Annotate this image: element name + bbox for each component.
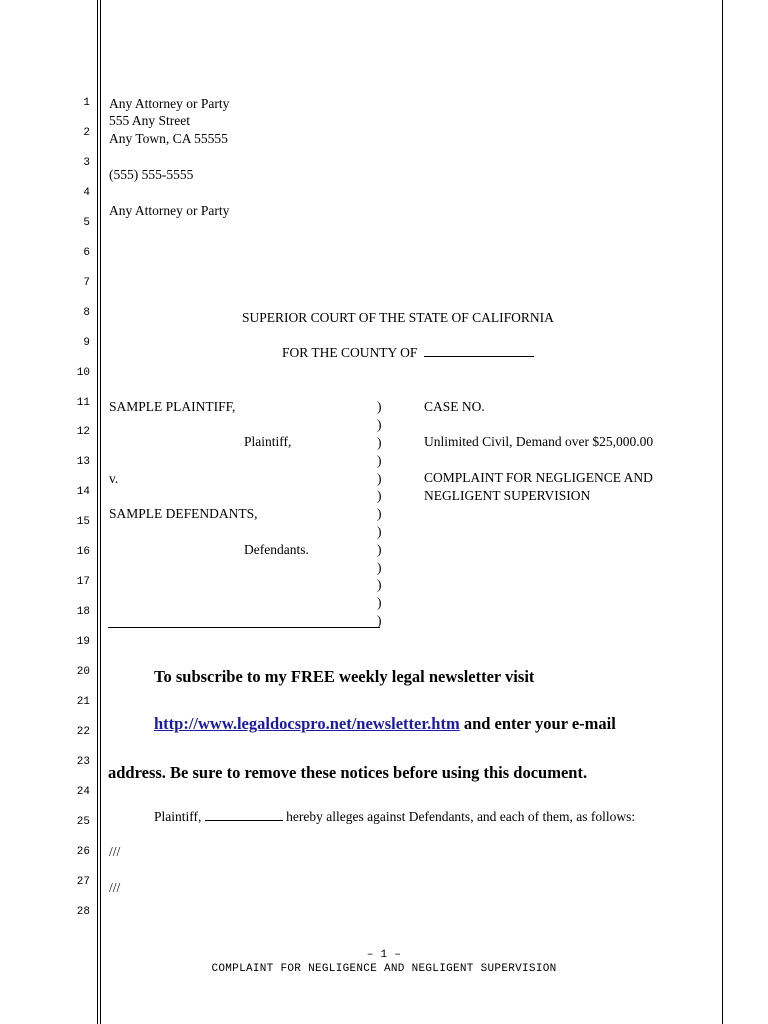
county-blank [424, 344, 534, 357]
line-number: 9 [83, 336, 90, 349]
case-number-label: CASE NO. [424, 399, 485, 414]
line-number: 5 [83, 216, 90, 229]
notice-line2 [154, 714, 616, 734]
line-number: 26 [76, 845, 90, 858]
line-number: 20 [76, 666, 90, 679]
allegation-suffix: hereby alleges against Defendants, and each of them, as follows: [286, 809, 636, 824]
case-title-line1: COMPLAINT FOR NEGLIGENCE AND [424, 470, 653, 485]
caption-paren: ) [377, 471, 382, 486]
attorney-name: Any Attorney or Party [109, 96, 230, 111]
line-number: 6 [83, 246, 90, 259]
continuation-slashes-1: /// [109, 844, 121, 859]
defendants-role: Defendants. [244, 542, 309, 557]
caption-paren: ) [377, 577, 382, 592]
line-number: 1 [83, 97, 90, 109]
continuation-slashes-2: /// [109, 880, 121, 895]
attorney-phone: (555) 555-5555 [109, 167, 194, 182]
line-number: 11 [76, 396, 90, 409]
line-number: 17 [76, 576, 90, 589]
plaintiff-name: SAMPLE PLAINTIFF, [109, 399, 236, 414]
line-number: 10 [76, 366, 90, 379]
line-number: 27 [76, 875, 90, 888]
caption-paren: ) [377, 453, 382, 468]
versus: v. [109, 471, 119, 486]
line-number: 21 [76, 696, 90, 708]
attorney-city: Any Town, CA 55555 [109, 131, 228, 146]
case-classification: Unlimited Civil, Demand over $25,000.00 [424, 434, 654, 449]
caption-paren: ) [377, 399, 382, 414]
footer-rule-left [97, 1000, 98, 1024]
line-number: 4 [83, 186, 90, 199]
line-number: 2 [83, 126, 90, 139]
line-number: 16 [76, 546, 90, 559]
right-margin-rule [722, 0, 723, 1024]
caption-paren: ) [377, 542, 382, 557]
caption-paren: ) [377, 506, 382, 521]
case-title-line2: NEGLIGENT SUPERVISION [424, 488, 591, 503]
line-number: 7 [83, 276, 90, 289]
allegation-prefix: Plaintiff, [154, 809, 202, 824]
plaintiff-role: Plaintiff, [244, 434, 292, 449]
line-number: 25 [76, 815, 90, 828]
line-number: 13 [76, 456, 90, 469]
left-margin-rule-outer [97, 0, 98, 1024]
line-number: 22 [76, 725, 90, 738]
notice-line1: To subscribe to my FREE weekly legal newsletter visit [154, 667, 535, 686]
line-number: 19 [76, 636, 90, 649]
page-number: – 1 – [366, 949, 402, 961]
line-number: 3 [83, 156, 90, 169]
line-number: 28 [76, 905, 90, 918]
line-number: 24 [76, 785, 90, 798]
caption-paren: ) [377, 595, 382, 610]
line-number: 14 [76, 486, 90, 499]
line-number: 18 [76, 606, 90, 619]
caption-paren: ) [377, 435, 382, 450]
newsletter-link[interactable]: http://www.legaldocspro.net/newsletter.htm [154, 714, 460, 733]
attorney-for: Any Attorney or Party [109, 203, 230, 218]
defendants-name: SAMPLE DEFENDANTS, [109, 506, 258, 521]
footer-title: COMPLAINT FOR NEGLIGENCE AND NEGLIGENT SUPERVISION [211, 963, 557, 975]
court-county [282, 344, 534, 361]
caption-paren: ) [377, 524, 382, 539]
allegation-line [154, 808, 635, 825]
line-number: 15 [76, 516, 90, 529]
line-number: 8 [83, 306, 90, 319]
caption-paren: ) [377, 613, 382, 628]
notice-line2-text: and enter your e-mail [459, 714, 616, 733]
county-label: FOR THE COUNTY OF [282, 345, 418, 360]
line-number: 12 [76, 426, 90, 439]
caption-paren: ) [377, 417, 382, 432]
notice-line3: address. Be sure to remove these notices before using this document. [108, 763, 588, 782]
caption-paren: ) [377, 488, 382, 503]
caption-bottom-rule [108, 627, 380, 628]
line-number: 23 [76, 755, 90, 768]
plaintiff-blank [205, 808, 283, 821]
attorney-street: 555 Any Street [109, 113, 190, 128]
court-name: SUPERIOR COURT OF THE STATE OF CALIFORNIA [242, 310, 554, 325]
caption-paren: ) [377, 560, 382, 575]
left-margin-rule-inner [100, 0, 101, 1024]
